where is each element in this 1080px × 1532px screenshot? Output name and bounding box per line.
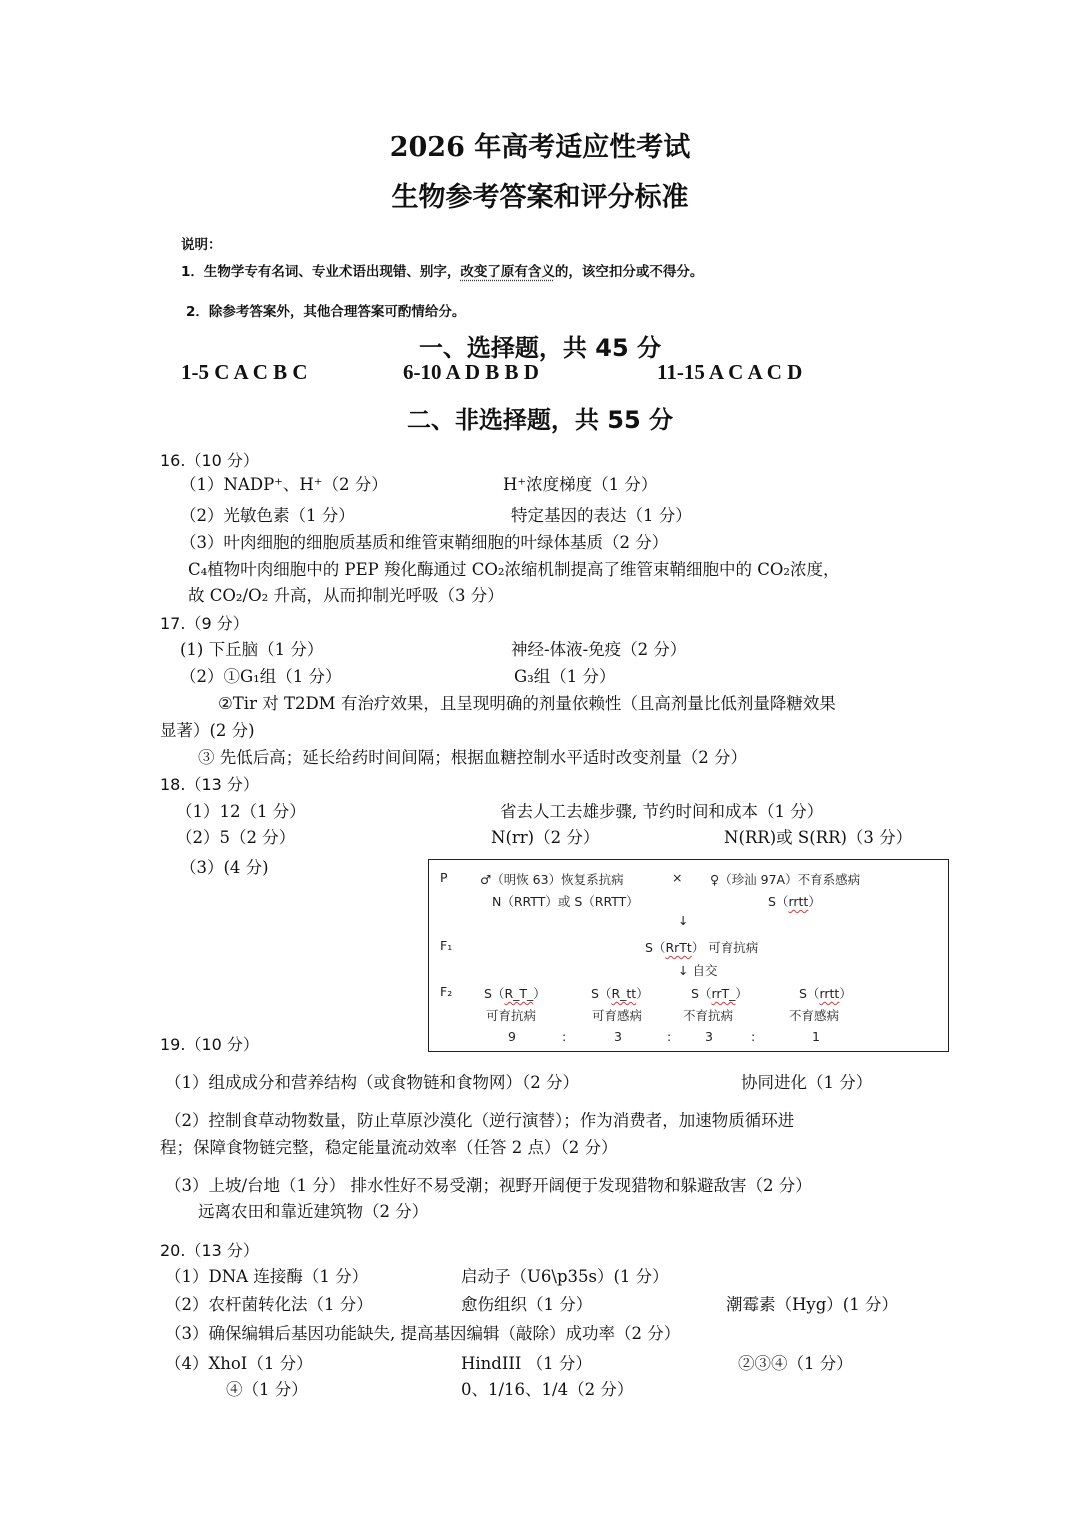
- diagram-male-parent: ♂（明恢 63）恢复系抗病: [480, 872, 624, 887]
- diagram-f1-label: F₁: [440, 938, 453, 953]
- q20-answer-2b: 愈伤组织（1 分）: [461, 1295, 593, 1314]
- diagram-ratio-colon-3: :: [751, 1029, 756, 1044]
- diagram-f1-genotype: S（RrTt） 可育抗病: [645, 940, 759, 955]
- notes-item-1: [181, 260, 703, 280]
- q16-explanation-2: 故 CO₂/O₂ 升高，从而抑制光呼吸（3 分）: [188, 586, 504, 605]
- diagram-ratio-4: 1: [812, 1029, 820, 1044]
- diagram-f2-phenotype-4: 不育感病: [789, 1008, 840, 1023]
- q19-heading: 19.（10 分）: [160, 1035, 259, 1054]
- diagram-f2-label: F₂: [440, 984, 453, 999]
- q20-answer-2a: （2）农杆菌转化法（1 分）: [165, 1295, 373, 1314]
- diagram-selfing-arrow: ↓ 自交: [678, 963, 718, 978]
- mc-answers-1-5: 1-5 C A C B C: [181, 360, 308, 384]
- page-subtitle: 生物参考答案和评分标准: [391, 182, 689, 213]
- diagram-cross-symbol: ×: [672, 870, 683, 885]
- page-title: 2026 年高考适应性考试: [389, 132, 691, 163]
- diagram-f2-phenotype-1: 可育抗病: [486, 1008, 537, 1023]
- q18-answer-2b: N(rr)（2 分）: [491, 828, 600, 847]
- q16-answer-2b: 特定基因的表达（1 分）: [511, 506, 692, 525]
- q16-explanation-1: C₄植物叶肉细胞中的 PEP 羧化酶通过 CO₂浓缩机制提高了维管束鞘细胞中的 CO₂浓度，: [188, 560, 840, 579]
- q20-answer-5b: 0、1/16、1/4（2 分）: [461, 1380, 634, 1399]
- section-2-title: 二、非选择题，共 55 分: [406, 406, 674, 434]
- q16-heading: 16.（10 分）: [160, 451, 259, 470]
- diagram-male-genotype: N（RRTT）或 S（RRTT）: [492, 894, 639, 909]
- q20-answer-4b: HindIII （1 分）: [461, 1354, 592, 1373]
- q20-answer-5a: ④（1 分）: [226, 1380, 308, 1399]
- q17-answer-2c-line2: 显著）(2 分): [160, 721, 255, 740]
- q20-answer-1a: （1）DNA 连接酶（1 分）: [165, 1267, 369, 1286]
- q19-answer-2-line2: 程；保障食物链完整，稳定能量流动效率（任答 2 点）（2 分）: [160, 1138, 618, 1157]
- q17-answer-3: ③ 先低后高；延长给药时间间隔；根据血糖控制水平适时改变剂量（2 分）: [198, 748, 747, 767]
- q18-answer-2a: （2）5（2 分）: [176, 828, 296, 847]
- q18-heading: 18.（13 分）: [160, 775, 259, 794]
- q18-answer-1a: （1）12（1 分）: [176, 802, 306, 821]
- q16-answer-2a: （2）光敏色素（1 分）: [180, 506, 355, 525]
- q18-answer-2c: N(RR)或 S(RR)（3 分）: [724, 828, 913, 847]
- mc-answers-11-15: 11-15 A C A C D: [657, 360, 803, 384]
- q20-answer-4a: （4）XhoI（1 分）: [165, 1354, 313, 1373]
- q19-answer-3-line1: （3）上坡/台地（1 分） 排水性好不易受潮；视野开阔便于发现猎物和躲避敌害（2 分）: [165, 1176, 812, 1195]
- genetic-cross-diagram: [428, 859, 949, 1052]
- q16-answer-1b: H⁺浓度梯度（1 分）: [503, 475, 658, 494]
- q17-answer-1a: (1) 下丘脑（1 分）: [180, 640, 324, 659]
- q20-answer-4c: ②③④（1 分）: [738, 1354, 853, 1373]
- notes-item-1-emphasis: 改变了原有含义: [460, 264, 555, 280]
- diagram-female-parent: ♀（珍汕 97A）不育系感病: [710, 872, 861, 887]
- q18-answer-1b: 省去人工去雄步骤, 节约时间和成本（1 分）: [500, 802, 824, 821]
- q17-answer-2a: （2）①G₁组（1 分）: [180, 667, 342, 686]
- diagram-f2-phenotype-3: 不育抗病: [683, 1008, 734, 1023]
- diagram-ratio-3: 3: [705, 1029, 713, 1044]
- diagram-p-label: P: [440, 870, 448, 885]
- diagram-ratio-colon-2: :: [667, 1029, 672, 1044]
- diagram-f2-genotype-3: S（rrT_）: [691, 986, 748, 1001]
- notes-item-2: 2．除参考答案外，其他合理答案可酌情给分。: [186, 304, 466, 320]
- diagram-ratio-2: 3: [614, 1029, 622, 1044]
- diagram-arrow-down-icon: ↓: [678, 913, 689, 928]
- q20-heading: 20.（13 分）: [160, 1241, 259, 1260]
- q20-answer-2c: 潮霉素（Hyg）(1 分）: [726, 1295, 898, 1314]
- q16-answer-1a: （1）NADP⁺、H⁺（2 分）: [180, 475, 388, 494]
- q19-answer-1a: （1）组成成分和营养结构（或食物链和食物网）（2 分）: [165, 1073, 579, 1092]
- q17-answer-2c-line1: ②Tir 对 T2DM 有治疗效果，且呈现明确的剂量依赖性（且高剂量比低剂量降糖效果: [218, 694, 836, 713]
- notes-item-1-post: 的，该空扣分或不得分。: [554, 264, 704, 280]
- mc-answers-6-10: 6-10 A D B B D: [403, 360, 539, 384]
- q18-answer-3: （3）(4 分): [180, 858, 269, 877]
- q16-answer-3: （3）叶肉细胞的细胞质基质和维管束鞘细胞的叶绿体基质（2 分）: [180, 533, 669, 552]
- section-1-title: 一、选择题，共 45 分: [418, 334, 662, 362]
- diagram-f2-phenotype-2: 可育感病: [592, 1008, 643, 1023]
- diagram-female-genotype: S（rrtt）: [768, 894, 821, 909]
- q17-heading: 17.（9 分）: [160, 614, 249, 633]
- diagram-ratio-1: 9: [508, 1029, 516, 1044]
- q17-answer-1b: 神经-体液-免疫（2 分）: [511, 640, 687, 659]
- q20-answer-3: （3）确保编辑后基因功能缺失, 提高基因编辑（敲除）成功率（2 分）: [165, 1324, 681, 1343]
- q20-answer-1b: 启动子（U6\p35s）(1 分）: [461, 1267, 669, 1286]
- notes-heading: 说明：: [181, 237, 222, 253]
- diagram-f2-genotype-1: S（R_T_）: [484, 986, 546, 1001]
- diagram-f2-genotype-4: S（rrtt）: [799, 986, 852, 1001]
- q19-answer-1b: 协同进化（1 分）: [741, 1073, 873, 1092]
- diagram-ratio-colon-1: :: [562, 1029, 567, 1044]
- diagram-f2-genotype-2: S（R_tt）: [591, 986, 649, 1001]
- q17-answer-2b: G₃组（1 分）: [514, 667, 616, 686]
- q19-answer-3-line2: 远离农田和靠近建筑物（2 分）: [198, 1202, 429, 1221]
- q19-answer-2-line1: （2）控制食草动物数量，防止草原沙漠化（逆行演替）；作为消费者，加速物质循环进: [165, 1111, 795, 1130]
- notes-item-1-pre: 1．生物学专有名词、专业术语出现错、别字，: [181, 264, 461, 280]
